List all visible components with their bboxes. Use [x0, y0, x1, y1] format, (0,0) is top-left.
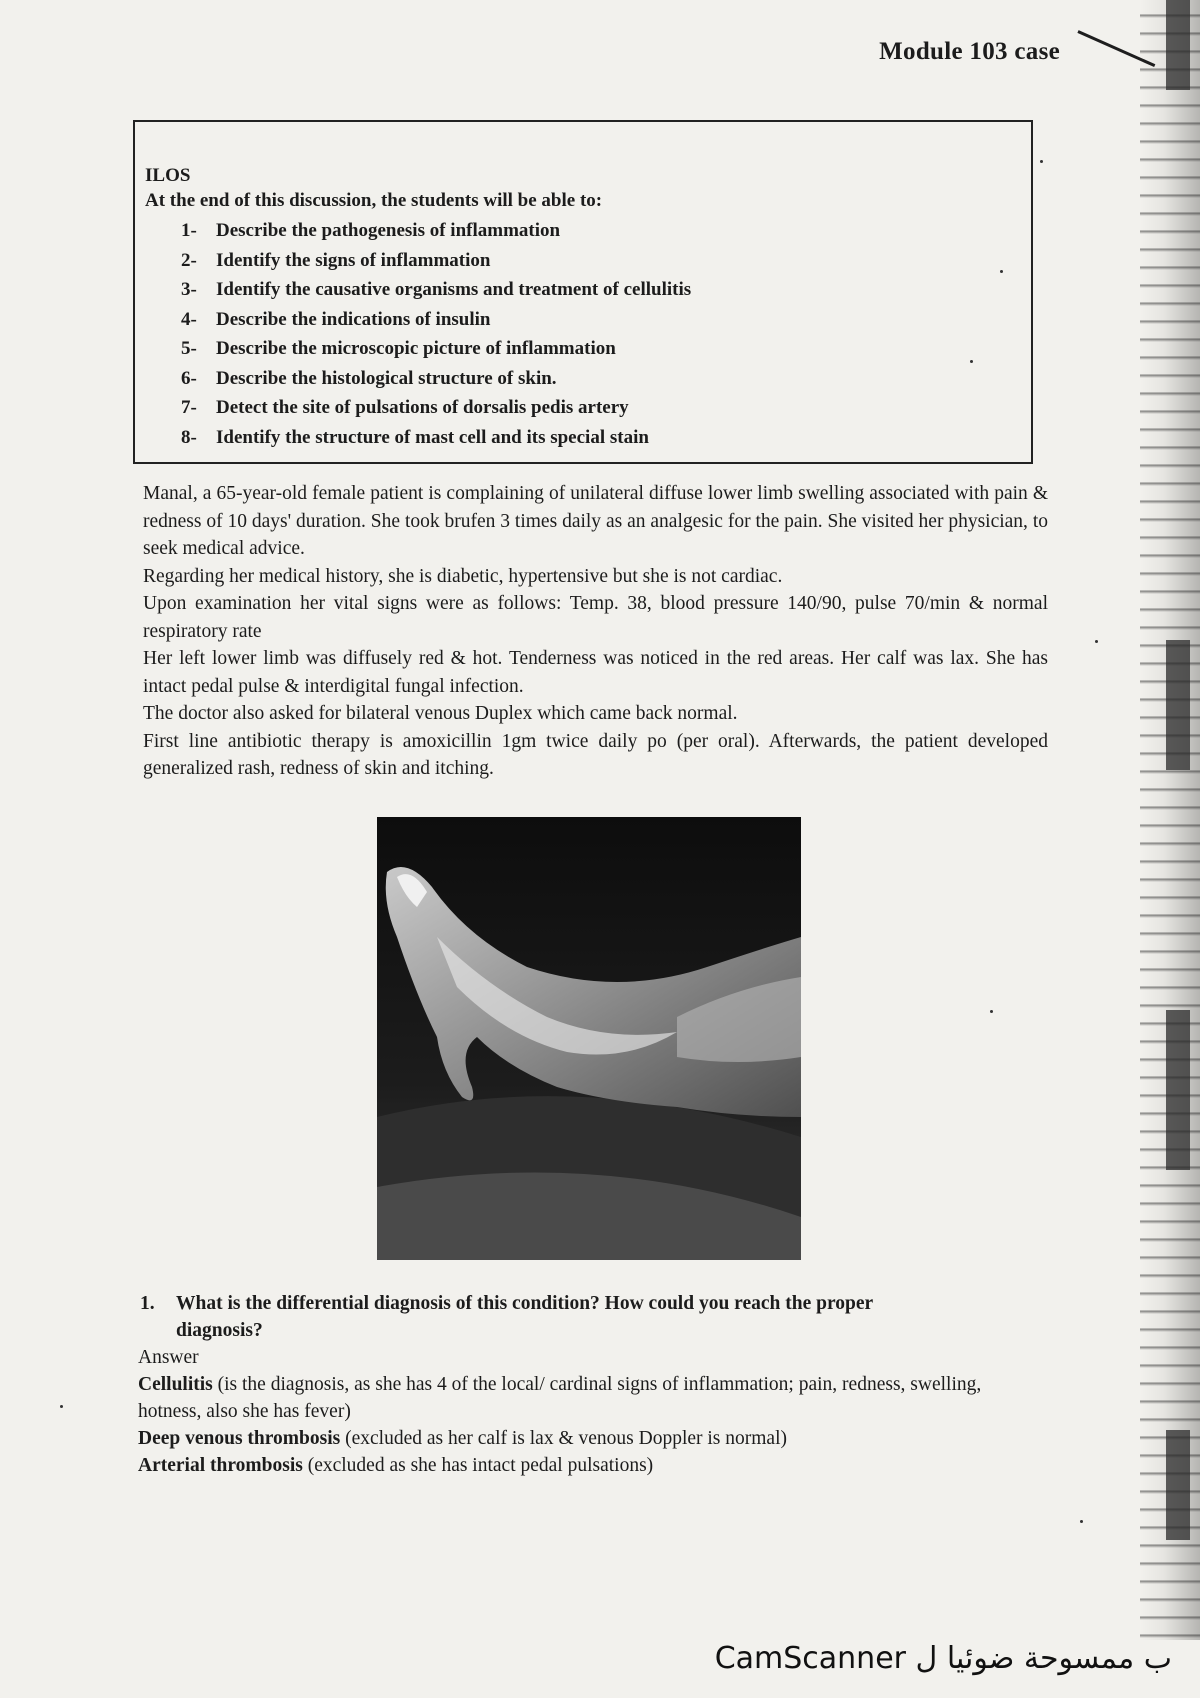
scan-edge-artifact	[1140, 0, 1200, 1640]
case-paragraph: The doctor also asked for bilateral venous Duplex which came back normal.	[143, 703, 738, 724]
scan-edge-streak	[1166, 0, 1190, 90]
scan-speck	[1000, 270, 1003, 273]
scan-speck	[970, 360, 973, 363]
ilos-item: 7- Detect the site of pulsations of dorsalis pedis artery	[181, 397, 629, 418]
answer-item	[138, 1425, 1048, 1452]
scan-speck	[1040, 160, 1043, 163]
answer-detail: (is the diagnosis, as she has 4 of the local/ cardinal signs of inflammation; pain, redness, swelling, hotness, also she has fever)	[138, 1374, 982, 1422]
answer-detail: (excluded as her calf is lax & venous Doppler is normal)	[340, 1428, 787, 1449]
scan-edge-streak	[1166, 640, 1190, 770]
case-paragraph: Regarding her medical history, she is diabetic, hypertensive but she is not cardiac.	[143, 565, 783, 587]
answer-item	[138, 1452, 1048, 1479]
ilos-list	[145, 216, 1031, 452]
case-paragraph: Manal, a 65-year-old female patient is complaining of unilateral diffuse lower limb swelling associated with pain & redness of 10 days' duration. She took brufen 3 times daily as an analgesic for the pain. She visited her physician, to seek medical advice.	[143, 483, 1048, 559]
question-number: 1.	[140, 1293, 155, 1314]
module-title: Module 103 case	[879, 38, 1060, 65]
case-paragraph: Upon examination her vital signs were as follows: Temp. 38, blood pressure 140/90, pulse 70/min & normal respiratory rate	[143, 593, 1048, 642]
ilos-item: 6- Describe the histological structure of skin.	[181, 367, 557, 389]
answer-item	[138, 1371, 1048, 1425]
question-text: What is the differential diagnosis of this condition? How could you reach the proper	[176, 1293, 874, 1314]
ilos-item: 1- Describe the pathogenesis of inflammation	[181, 220, 561, 241]
ilos-item: 3- Identify the causative organisms and treatment of cellulitis	[181, 279, 692, 300]
ilos-item: 8- Identify the structure of mast cell and its special stain	[181, 426, 649, 448]
ilos-intro: At the end of this discussion, the students will be able to:	[145, 190, 603, 211]
ilos-item: 2- Identify the signs of inflammation	[181, 249, 491, 271]
answer-detail: (excluded as she has intact pedal pulsations)	[302, 1455, 654, 1476]
answer-block	[138, 1344, 1048, 1479]
leg-illustration	[377, 817, 801, 1260]
answer-term: Deep venous thrombosis	[138, 1428, 341, 1449]
scan-speck	[1095, 640, 1098, 643]
ilos-heading: ILOS	[145, 165, 191, 186]
answer-term: Arterial thrombosis	[138, 1455, 303, 1476]
scan-speck	[60, 1405, 63, 1408]
scan-speck	[1080, 1520, 1083, 1523]
scan-edge-streak	[1166, 1430, 1190, 1540]
ilos-item: 5- Describe the microscopic picture of inflammation	[181, 338, 616, 359]
cellulitis-leg-photo	[377, 817, 801, 1260]
ilos-item: 4- Describe the indications of insulin	[181, 308, 491, 330]
answer-label: Answer	[138, 1347, 199, 1368]
answer-term: Cellulitis	[138, 1374, 213, 1395]
case-paragraph: Her left lower limb was diffusely red & hot. Tenderness was noticed in the red areas. Her calf was lax. She has intact pedal pulse & interdigital fungal infection.	[143, 648, 1048, 697]
question-1	[140, 1290, 1040, 1344]
question-text-continued: diagnosis?	[176, 1320, 263, 1341]
case-description	[143, 480, 1048, 783]
ilos-box	[133, 120, 1033, 464]
camscanner-watermark: CamScanner ب ممسوحة ضوئيا ل	[714, 1641, 1172, 1676]
case-paragraph: First line antibiotic therapy is amoxicillin 1gm twice daily po (per oral). Afterwards, the patient developed generalized rash, redness of skin and itching.	[143, 730, 1048, 779]
scan-edge-streak	[1166, 1010, 1190, 1170]
scan-speck	[990, 1010, 993, 1013]
